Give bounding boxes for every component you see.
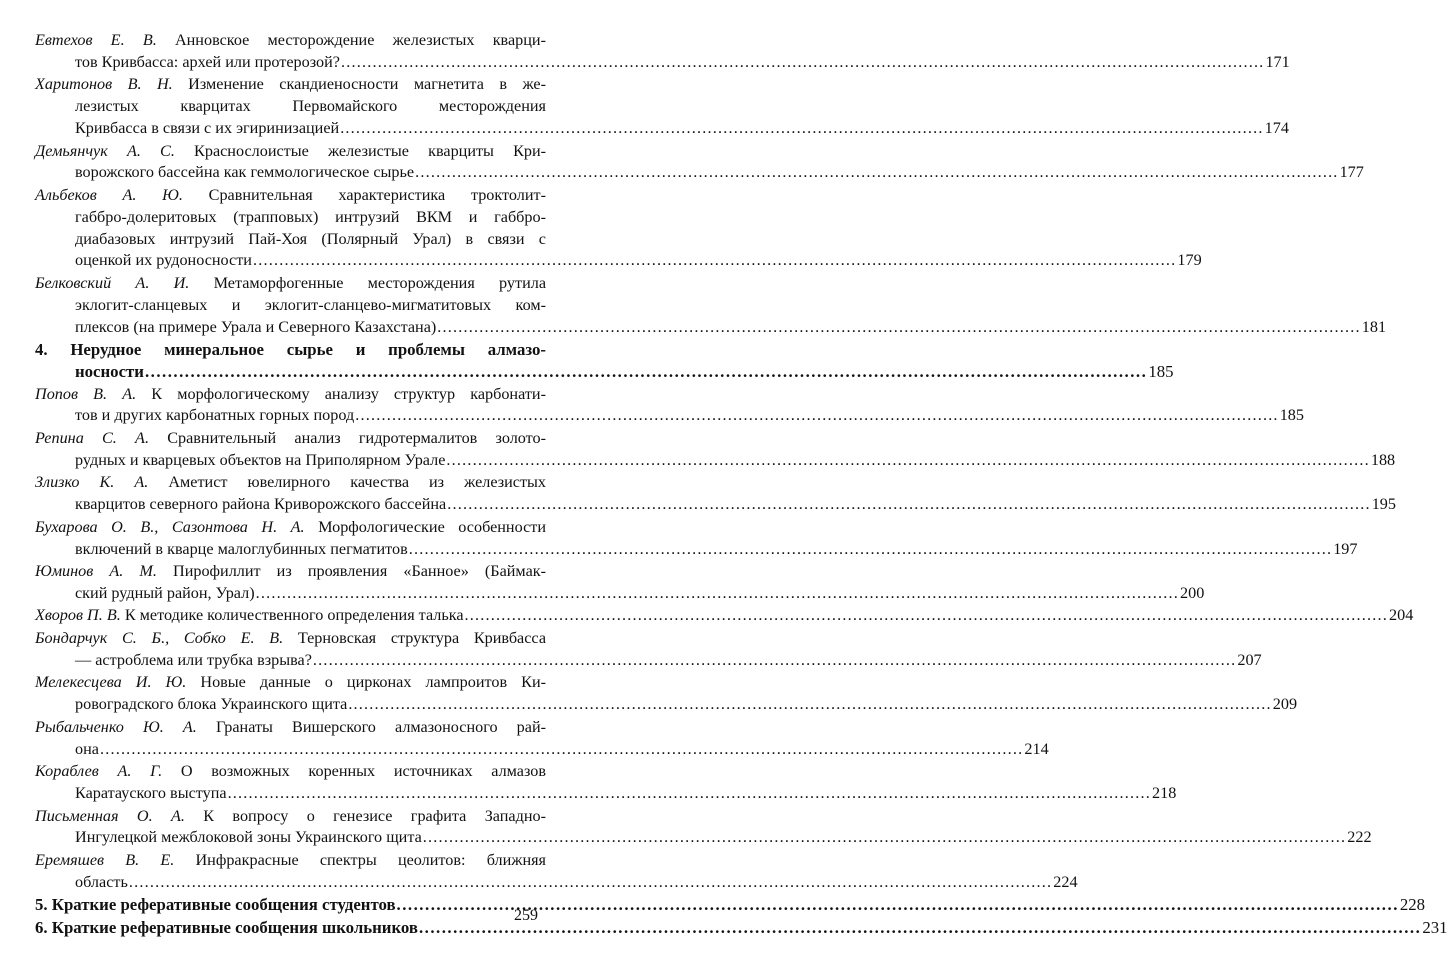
toc-author: Бухарова О. В., Сазонтова Н. А. [35,517,305,536]
toc-title-text: кварцитов северного района Криворожского бассейна [75,495,447,514]
toc-entry [35,850,1078,894]
toc-author: Попов В. А. [35,384,137,403]
toc-author: Демьянчук А. С. [35,141,175,160]
toc-author: Репина С. А. [35,428,149,447]
toc-title-text: Ингулецкой межблоковой зоны Украинского щита [75,828,422,847]
toc-leader-dots [465,606,1388,624]
toc-line-text [75,406,354,424]
toc-title-text: ский рудный район, Урал) [75,583,255,602]
toc-section [35,894,1426,916]
toc-line [35,472,546,494]
toc-leader-dots [397,895,1399,914]
toc-title-text: К методике количественного определения талька [124,606,464,625]
toc-author: Хворов П. В. [35,606,121,625]
toc-line [35,52,1290,74]
toc-title-text: ворожского бассейна как геммологическое сырье [75,163,415,182]
toc-line [35,273,546,295]
toc-leader-dots [341,53,1264,71]
toc-title-text: Изменение скандиеносности магнетита в же- [188,75,547,94]
toc-entry [35,74,1289,139]
toc-line-text [75,451,445,469]
toc-line [35,207,546,229]
toc-title-text: габбро-долеритовых (трапповых) интрузий ВКМ и габбро- [75,207,546,226]
toc-page-number: 218 [1152,784,1177,803]
toc-line [35,384,546,406]
toc-title-text: ровоградского блока Украинского щита [75,695,348,714]
toc-page-number: 195 [1371,495,1396,514]
toc-section [35,339,1174,383]
toc-leader-dots [355,406,1278,424]
toc-leader-dots [348,695,1271,713]
toc-author: Мелекесцева И. Ю. [35,673,187,692]
toc-line [35,494,1396,516]
toc-author: Еремяшев В. Е. [35,851,175,870]
toc-title-text: плексов (на примере Урала и Северного Казахстана) [75,317,437,336]
toc-line [35,517,546,539]
toc-author: Бондарчук С. Б., Собко Е. В. [35,629,284,648]
toc-page-number: 222 [1347,828,1372,847]
toc-line [35,806,546,828]
toc-title-text: 4. Нерудное минеральное сырье и проблемы алмазо- [35,340,546,360]
toc-line [35,317,1387,339]
toc-title-text: Сравнительный анализ гидротермалитов золото- [167,428,547,447]
toc-title-text: — астроблема или трубка взрыва? [75,650,312,669]
toc-line [35,605,1414,627]
toc-line-text [75,584,255,602]
toc-line [35,739,1049,761]
toc-entry [35,628,1262,672]
toc-line [35,917,1447,939]
toc-line [35,428,546,450]
toc-title-text: носности [75,361,144,381]
toc-line-text [35,606,464,624]
toc-page-number: 200 [1180,583,1205,602]
toc-title-text: Инфракрасные спектры цеолитов: ближняя [195,851,547,870]
toc-title-text: оценкой их рудоносности [75,251,252,270]
toc-page-number: 207 [1237,650,1262,669]
toc-line-text [75,740,99,758]
toc-page-number: 209 [1272,695,1298,714]
toc-line-text [75,318,436,336]
toc-title-text: Аметист ювелирного качества из железистых [168,473,547,492]
toc-leader-dots [447,495,1370,513]
toc-line-text [75,495,446,513]
toc-entry [35,185,1202,272]
toc-page-number: 185 [1279,406,1304,425]
toc-line [35,141,546,163]
toc-line-text [75,540,408,558]
toc-author: Харитонов В. Н. [35,75,173,94]
toc-title-text: диабазовых интрузий Пай-Хоя (Полярный Урал) в связи с [75,229,546,248]
toc-author: Рыбальченко Ю. А. [35,717,197,736]
toc-line-text [75,695,347,713]
toc-title-text: тов и других карбонатных горных пород [75,406,355,425]
toc-entry [35,428,1396,472]
toc-author: Злизко К. А. [35,473,149,492]
toc-author: Евтехов Е. В. [35,31,157,49]
toc-line [35,30,546,52]
toc-line [35,361,1174,383]
toc-line-text [75,53,340,71]
toc-entry [35,561,1205,605]
toc-leader-dots [228,784,1151,802]
toc-title-text: Морфологические особенности [318,517,547,536]
toc-line-text [75,651,312,669]
toc-title-text: включений в кварце малоглубинных пегматитов [75,539,408,558]
toc-line-text [75,362,144,381]
toc-line [35,74,546,96]
toc-line [35,672,546,694]
toc-title-text: 6. Краткие реферативные сообщения школьников [35,918,418,938]
toc-line [35,717,546,739]
toc-entry [35,717,1049,761]
toc-leader-dots [253,251,1176,269]
toc-title-text: О возможных коренных источниках алмазов [180,762,547,781]
toc-author: Письменная О. А. [35,806,185,825]
toc-author: Юминов А. М. [35,562,157,581]
toc-line-text [75,828,422,846]
toc-entry [35,30,1290,74]
toc-title-text: Каратауского выступа [75,784,227,803]
toc-author: Белковский А. И. [35,273,190,292]
toc-title-text: Анновское месторождение железистых кварци- [174,31,546,49]
toc-leader-dots [100,740,1023,758]
toc-line-text [75,784,227,802]
toc-line-text [75,119,339,137]
toc-leader-dots [409,540,1332,558]
toc-line [35,827,1372,849]
toc-entry [35,605,1414,627]
toc-line [35,405,1304,427]
toc-leader-dots [423,828,1346,846]
toc-line-text [75,163,414,181]
toc-page-number: 214 [1024,739,1049,758]
toc-entry [35,384,1304,428]
toc-page-number: 179 [1177,251,1202,270]
toc-leader-dots [437,318,1360,336]
toc-entry [35,517,1358,561]
toc-leader-dots [145,362,1147,381]
toc-page-number: 177 [1339,163,1364,182]
toc-line [35,894,1426,916]
toc-entry [35,806,1372,850]
toc-line [35,583,1205,605]
toc-title-text: Краснослоистые железистые кварциты Кри- [194,141,547,160]
toc-line [35,628,546,650]
toc-page-number: 185 [1148,361,1174,381]
toc-page-number: 181 [1361,317,1387,336]
toc-line [35,850,546,872]
toc-line [35,783,1177,805]
toc-title-text: область [75,872,128,891]
toc-title-text: К морфологическому анализу структур карбонати- [151,384,546,403]
toc-author: Кораблев А. Г. [35,762,163,781]
toc-page-number: 204 [1389,606,1414,625]
table-of-contents [35,30,1447,940]
toc-title-text: Пирофиллит из проявления «Банное» (Баймак- [173,562,547,581]
toc-entry [35,273,1387,338]
toc-entry [35,672,1298,716]
toc-title-text: Сравнительная характеристика троктолит- [208,185,546,204]
toc-page-number: 188 [1370,450,1396,469]
toc-title-text: она [75,739,99,758]
page-number: 259 [514,907,538,924]
toc-title-text: рудных и кварцевых объектов на Приполярном Урале [75,450,446,469]
toc-line [35,339,546,361]
toc-page-number: 197 [1333,539,1358,558]
toc-line-text [35,918,418,937]
toc-leader-dots [256,584,1179,602]
toc-leader-dots [446,451,1369,469]
toc-page-number: 231 [1422,918,1447,938]
toc-title-text: Новые данные о цирконах лампроитов Ки- [200,673,547,692]
toc-line [35,229,546,251]
toc-line [35,118,1289,140]
toc-leader-dots [129,873,1052,891]
toc-title-text: тов Кривбасса: архей или протерозой? [75,52,340,71]
toc-entry [35,761,1177,805]
toc-entry [35,141,1364,185]
toc-page-number: 224 [1053,872,1078,891]
toc-leader-dots [415,163,1338,181]
toc-title-text: Гранаты Вишерского алмазоносного рай- [215,717,547,736]
toc-page-number: 171 [1265,52,1290,71]
toc-line [35,872,1078,894]
toc-line [35,761,546,783]
toc-section [35,917,1447,939]
toc-title-text: 5. Краткие реферативные сообщения студентов [35,895,396,915]
toc-page-number: 174 [1264,118,1289,137]
toc-line [35,295,546,317]
toc-line [35,96,546,118]
toc-line-text [75,873,128,891]
toc-entry [35,472,1396,516]
toc-title-text: Метаморфогенные месторождения рутила [213,273,547,292]
toc-title-text: Терновская структура Кривбасса [297,629,546,648]
toc-leader-dots [419,918,1421,937]
toc-title-text: К вопросу о генезисе графита Западно- [203,806,547,825]
toc-line [35,185,546,207]
toc-title-text: лезистых кварцитах Первомайского месторождения [75,97,546,116]
toc-leader-dots [340,119,1263,137]
toc-line [35,450,1396,472]
toc-line-text [35,895,396,914]
toc-title-text: Кривбасса в связи с их эгиринизацией [75,118,340,137]
toc-title-text: эклогит-сланцевых и эклогит-сланцево-мигматитовых ком- [75,295,546,314]
toc-line-text [75,251,252,269]
toc-line [35,561,546,583]
toc-leader-dots [313,651,1236,669]
toc-line [35,694,1298,716]
toc-line [35,650,1262,672]
toc-line [35,539,1358,561]
toc-author: Альбеков А. Ю. [35,185,183,204]
toc-line [35,162,1364,184]
toc-page-number: 228 [1399,895,1426,915]
toc-line [35,250,1202,272]
